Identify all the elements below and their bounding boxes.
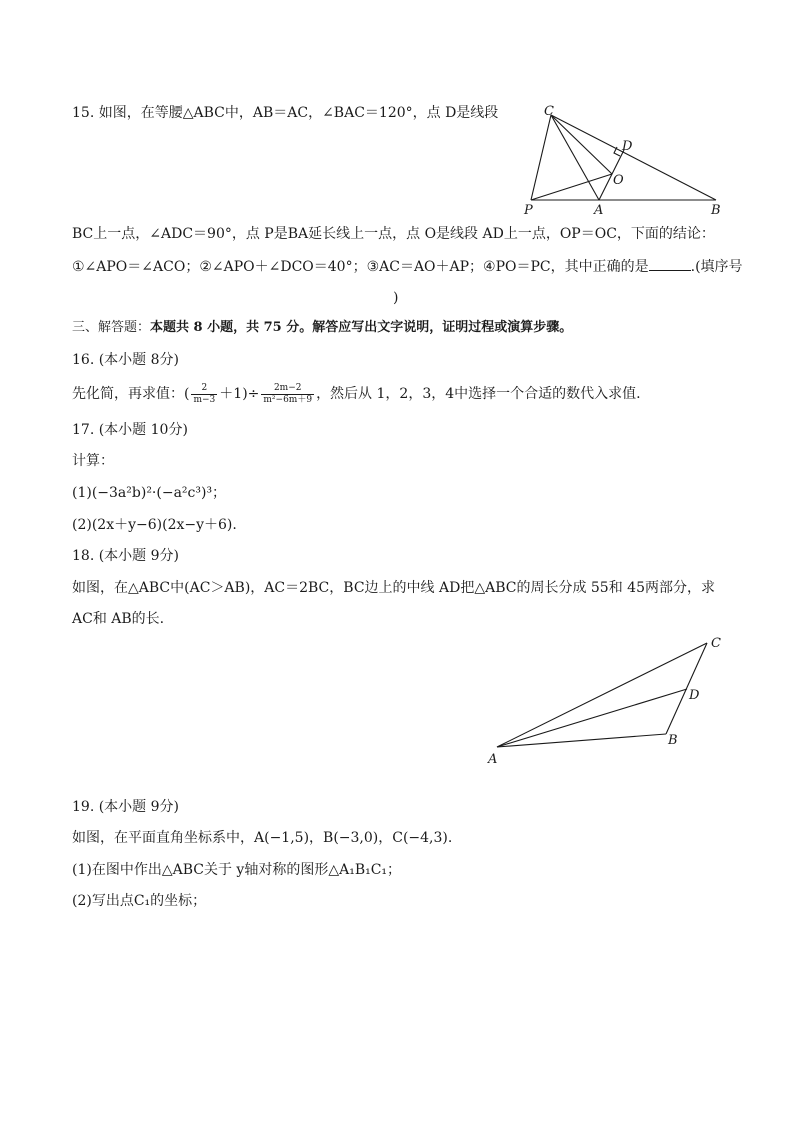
section3-prefix: 三、解答题： (72, 320, 151, 335)
q16-body (72, 381, 641, 407)
q18-label-b: B (668, 733, 678, 748)
q16-frac2 (261, 383, 314, 406)
section3-heading (72, 318, 572, 338)
q17-intro: 计算： (72, 453, 114, 469)
q17-part1: (1)(−3a²b)²·(−a²c³)³； (72, 485, 227, 501)
q15-line3-text: ①∠APO＝∠ACO；②∠APO＋∠DCO＝40°；③AC＝AO＋AP；④PO＝PC，其中正确的是 (72, 259, 649, 275)
q15-line-cp (531, 115, 551, 200)
q16-text-c: ，然后从 1，2，3，4中选择一个合适的数代入求值. (316, 386, 641, 402)
q16-text-a: 先化简，再求值：( (72, 386, 190, 402)
q18-line-ac (497, 643, 707, 747)
q15-label-p: P (524, 203, 533, 218)
q18-line-ab (497, 734, 666, 747)
q17-header: 17. (本小题 10分) (72, 422, 188, 438)
q15-line-po (531, 174, 612, 200)
q16-frac2-den: m²−6m＋9 (263, 394, 313, 405)
q19-header: 19. (本小题 9分) (72, 799, 179, 815)
q16-frac1-num: 2 (191, 383, 217, 395)
q18-line1: 如图，在△ABC中(AC＞AB)，AC＝2BC，BC边上的中线 AD把△ABC的周长分成 55和 45两部分，求 (72, 580, 715, 596)
q15-label-d: D (622, 139, 633, 154)
q18-line2: AC和 AB的长. (72, 611, 165, 627)
q18-label-c: C (711, 636, 721, 651)
q15-label-b: B (711, 203, 721, 218)
q15-line3-tail: .(填序号 (690, 259, 743, 275)
q18-line-bc (666, 643, 707, 734)
q15-figure (518, 104, 728, 224)
q15-line1: 15. 如图，在等腰△ABC中，AB＝AC，∠BAC＝120°，点 D是线段 (72, 105, 499, 121)
q16-header: 16. (本小题 8分) (72, 352, 179, 368)
q16-frac1-den: m−3 (193, 394, 216, 405)
q18-figure (482, 632, 722, 767)
q15-label-o: O (613, 173, 624, 188)
q15-line3 (72, 256, 743, 277)
q18-header: 18. (本小题 9分) (72, 548, 179, 564)
q15-line2: BC上一点，∠ADC＝90°，点 P是BA延长线上一点，点 O是线段 AD上一点，OP＝OC，下面的结论： (72, 226, 715, 242)
q15-line-cb (551, 115, 716, 200)
q19-part2: (2)写出点C₁的坐标； (72, 893, 207, 909)
q15-label-a: A (594, 203, 604, 218)
q15-answer-blank (649, 256, 691, 271)
q18-label-a: A (488, 752, 498, 767)
q19-line1: 如图，在平面直角坐标系中，A(−1,5)，B(−3,0)，C(−4,3). (72, 830, 453, 846)
q15-line4: ) (393, 290, 399, 306)
q16-frac1 (191, 383, 217, 406)
section3-bold: 本题共 8 小题，共 75 分 (150, 320, 300, 335)
q18-label-d: D (689, 688, 700, 703)
q16-text-b: ＋1)÷ (219, 386, 260, 402)
q15-line-co (551, 115, 612, 174)
q16-frac2-num: 2m−2 (261, 383, 314, 395)
section3-suffix: 。解答应写出文字说明，证明过程或演算步骤。 (299, 320, 573, 335)
q17-part2: (2)(2x＋y−6)(2x−y＋6). (72, 517, 237, 533)
q18-line-ad (497, 689, 687, 747)
q15-label-c: C (544, 104, 554, 119)
q19-part1: (1)在图中作出△ABC关于 y轴对称的图形△A₁B₁C₁； (72, 862, 402, 878)
